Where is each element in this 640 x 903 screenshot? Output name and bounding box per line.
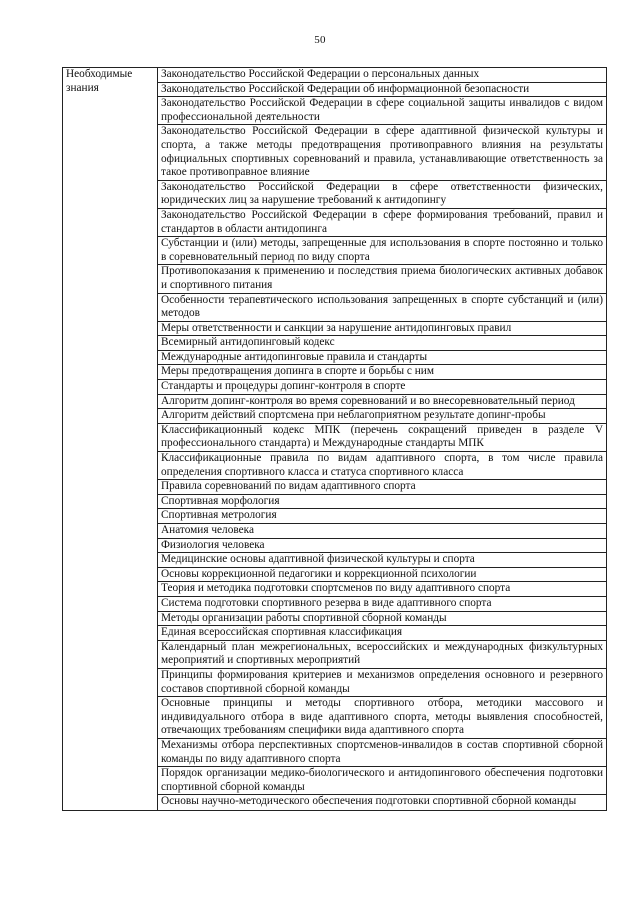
knowledge-item: Спортивная метрология	[158, 509, 607, 524]
knowledge-item: Основы научно-методического обеспечения подготовки спортивной сборной команды	[158, 795, 607, 811]
requirements-table	[62, 67, 607, 811]
knowledge-item: Основы коррекционной педагогики и коррекционной психологии	[158, 567, 607, 582]
knowledge-item: Теория и методика подготовки спортсменов по виду адаптивного спорта	[158, 582, 607, 597]
knowledge-item: Особенности терапевтического использования запрещенных в спорте субстанций и (или) методов	[158, 293, 607, 321]
section-label: Необходимые знания	[66, 68, 133, 94]
knowledge-item: Международные антидопинговые правила и стандарты	[158, 350, 607, 365]
knowledge-item: Субстанции и (или) методы, запрещенные для использования в спорте постоянно и только в соревновательный период по виду спорта	[158, 237, 607, 265]
knowledge-item: Меры ответственности и санкции за нарушение антидопинговых правил	[158, 321, 607, 336]
knowledge-item: Календарный план межрегиональных, всероссийских и международных физкультурных мероприятий и спортивных мероприятий	[158, 640, 607, 668]
knowledge-item: Единая всероссийская спортивная классификация	[158, 626, 607, 641]
knowledge-item: Спортивная морфология	[158, 494, 607, 509]
knowledge-item: Противопоказания к применению и последствия приема биологических активных добавок и спортивного питания	[158, 265, 607, 293]
page-number: 50	[314, 34, 326, 46]
knowledge-item: Законодательство Российской Федерации в сфере социальной защиты инвалидов с видом профессиональной деятельности	[158, 97, 607, 125]
knowledge-item: Классификационные правила по видам адаптивного спорта, в том числе правила определения спортивного класса и статуса спортивного класса	[158, 452, 607, 480]
section-label-cell	[63, 68, 158, 811]
knowledge-item: Медицинские основы адаптивной физической культуры и спорта	[158, 553, 607, 568]
knowledge-item: Механизмы отбора перспективных спортсменов-инвалидов в состав спортивной сборной команды по виду адаптивного спорта	[158, 738, 607, 766]
table-row	[63, 68, 607, 83]
knowledge-item: Порядок организации медико-биологического и антидопингового обеспечения подготовки спортивной сборной команды	[158, 767, 607, 795]
knowledge-item: Законодательство Российской Федерации в сфере формирования требований, правил и стандартов в области антидопинга	[158, 208, 607, 236]
knowledge-item: Основные принципы и методы спортивного отбора, методики массового и индивидуального отбора в виде адаптивного спорта, методы выявления способностей, отвечающих требованиям специфики вида адаптивного спорта	[158, 697, 607, 739]
knowledge-item: Законодательство Российской Федерации в сфере адаптивной физической культуры и спорта, а также методы предотвращения противоправного влияния на результаты официальных спортивных соревнований и правила, устанавливающие ответственность за такое противоправное влияние	[158, 125, 607, 180]
knowledge-item: Система подготовки спортивного резерва в виде адаптивного спорта	[158, 596, 607, 611]
knowledge-item: Анатомия человека	[158, 524, 607, 539]
knowledge-item: Алгоритм допинг-контроля во время соревнований и во внесоревновательный период	[158, 394, 607, 409]
knowledge-item: Классификационный кодекс МПК (перечень сокращений приведен в разделе V профессионального стандарта) и Международные стандарты МПК	[158, 423, 607, 451]
knowledge-item: Принципы формирования критериев и механизмов определения основного и резервного составов спортивной сборной команды	[158, 668, 607, 696]
knowledge-item: Законодательство Российской Федерации об информационной безопасности	[158, 82, 607, 97]
knowledge-item: Стандарты и процедуры допинг-контроля в спорте	[158, 380, 607, 395]
knowledge-item: Физиология человека	[158, 538, 607, 553]
knowledge-item: Методы организации работы спортивной сборной команды	[158, 611, 607, 626]
knowledge-item: Меры предотвращения допинга в спорте и борьбы с ним	[158, 365, 607, 380]
knowledge-item: Всемирный антидопинговый кодекс	[158, 336, 607, 351]
knowledge-item: Алгоритм действий спортсмена при неблагоприятном результате допинг-пробы	[158, 409, 607, 424]
requirements-table-body	[63, 68, 607, 811]
knowledge-item: Законодательство Российской Федерации о персональных данных	[158, 68, 607, 83]
knowledge-item: Законодательство Российской Федерации в сфере ответственности физических, юридических лиц за нарушение требований к антидопингу	[158, 180, 607, 208]
knowledge-item: Правила соревнований по видам адаптивного спорта	[158, 480, 607, 495]
